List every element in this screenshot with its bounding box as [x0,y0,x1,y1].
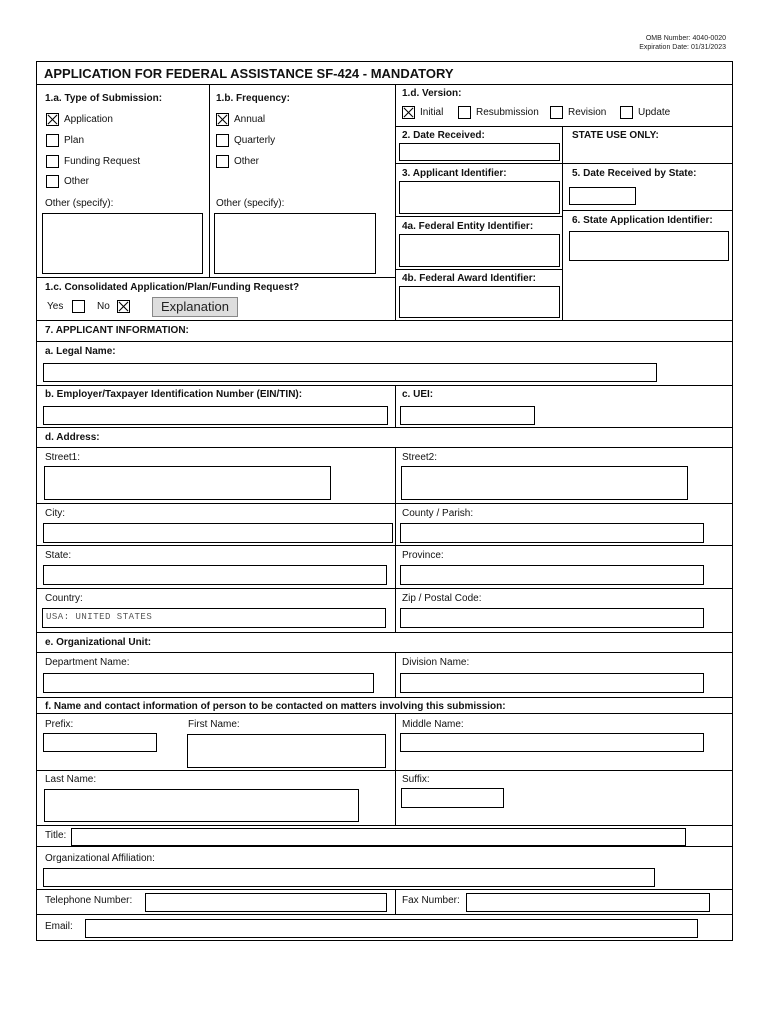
divider [36,632,733,633]
frequency-other-specify-field[interactable] [214,213,376,274]
divider [395,889,396,914]
divider [395,385,396,427]
funding-request-checkbox[interactable] [46,155,59,168]
province-field[interactable] [400,565,704,585]
submission-other-specify-label: Other (specify): [45,198,114,209]
application-checkbox[interactable] [46,113,59,126]
legal-name-field[interactable] [43,363,657,382]
divider [395,713,396,825]
suffix-label: Suffix: [402,774,430,785]
divider [36,588,733,589]
email-label: Email: [45,921,73,932]
organizational-unit-label: e. Organizational Unit: [45,637,152,648]
divider [36,84,733,85]
suffix-field[interactable] [401,788,504,808]
zip-field[interactable] [400,608,704,628]
city-label: City: [45,508,65,519]
department-name-label: Department Name: [45,657,130,668]
street1-label: Street1: [45,452,81,463]
federal-entity-identifier-label: 4a. Federal Entity Identifier: [402,221,534,232]
divider [36,320,733,321]
frequency-label: 1.b. Frequency: [216,93,290,104]
organizational-affiliation-label: Organizational Affiliation: [45,853,155,864]
plan-checkbox[interactable] [46,134,59,147]
divider [395,447,396,632]
applicant-identifier-label: 3. Applicant Identifier: [402,168,507,179]
legal-name-label: a. Legal Name: [45,346,116,357]
divider [36,770,733,771]
division-name-field[interactable] [400,673,704,693]
consolidated-label: 1.c. Consolidated Application/Plan/Funding Request? [45,282,300,293]
version-label: 1.d. Version: [402,88,462,99]
resubmission-label: Resubmission [476,107,539,118]
ein-field[interactable] [43,406,388,425]
city-field[interactable] [43,523,393,543]
submission-other-specify-field[interactable] [42,213,203,274]
state-application-identifier-label: 6. State Application Identifier: [572,215,713,226]
other-frequency-label: Other [234,156,260,167]
initial-checkbox[interactable] [402,106,415,119]
other-frequency-checkbox[interactable] [216,155,229,168]
date-received-field[interactable] [399,143,560,161]
update-label: Update [638,107,671,118]
country-field[interactable]: USA: UNITED STATES [42,608,386,628]
divider [395,269,562,270]
state-field[interactable] [43,565,387,585]
county-label: County / Parish: [402,508,474,519]
state-application-identifier-field[interactable] [569,231,729,261]
date-received-label: 2. Date Received: [402,130,485,141]
resubmission-checkbox[interactable] [458,106,471,119]
revision-checkbox[interactable] [550,106,563,119]
divider [36,503,733,504]
state-label: State: [45,550,72,561]
middle-name-label: Middle Name: [402,719,464,730]
division-name-label: Division Name: [402,657,470,668]
uei-label: c. UEI: [402,389,434,400]
street2-label: Street2: [402,452,438,463]
province-label: Province: [402,550,444,561]
divider [36,889,733,890]
federal-award-identifier-field[interactable] [399,286,560,318]
zip-label: Zip / Postal Code: [402,593,482,604]
form-title: APPLICATION FOR FEDERAL ASSISTANCE SF-424 - MANDATORY [44,66,454,81]
other-submission-label: Other [64,176,90,187]
organizational-affiliation-field[interactable] [43,868,655,887]
annual-label: Annual [234,114,266,125]
department-name-field[interactable] [43,673,374,693]
yes-checkbox[interactable] [72,300,85,313]
divider [36,825,733,826]
divider [36,427,733,428]
fax-field[interactable] [466,893,710,912]
date-received-by-state-field[interactable] [569,187,636,205]
divider [562,126,563,320]
first-name-label: First Name: [188,719,240,730]
quarterly-checkbox[interactable] [216,134,229,147]
divider [36,697,733,698]
divider [395,126,733,127]
funding-request-label: Funding Request [64,156,141,167]
applicant-identifier-field[interactable] [399,181,560,214]
quarterly-label: Quarterly [234,135,276,146]
divider [36,914,733,915]
street2-field[interactable] [401,466,688,500]
ein-label: b. Employer/Taxpayer Identification Number (EIN/TIN): [45,389,303,400]
divider [36,341,733,342]
address-label: d. Address: [45,432,100,443]
divider [36,447,733,448]
first-name-field[interactable] [187,734,386,768]
divider [36,652,733,653]
explanation-button[interactable]: Explanation [152,297,238,317]
divider [36,713,733,714]
title-label: Title: [45,830,67,841]
divider [36,846,733,847]
type-of-submission-label: 1.a. Type of Submission: [45,93,163,104]
last-name-field[interactable] [44,789,359,822]
country-label: Country: [45,593,83,604]
prefix-field[interactable] [43,733,157,752]
initial-label: Initial [420,107,444,118]
prefix-label: Prefix: [45,719,74,730]
divider [562,210,733,211]
telephone-label: Telephone Number: [45,895,133,906]
expiration-date: Expiration Date: 01/31/2023 [639,44,726,51]
application-label: Application [64,114,113,125]
contact-info-label: f. Name and contact information of person to be contacted on matters involving this submission: [45,701,506,712]
yes-label: Yes [47,301,64,312]
email-field[interactable] [85,919,698,938]
omb-number: OMB Number: 4040-0020 [645,35,726,42]
omb-header [560,34,726,52]
frequency-other-specify-label: Other (specify): [216,198,285,209]
update-checkbox[interactable] [620,106,633,119]
applicant-information-label: 7. APPLICANT INFORMATION: [45,325,189,336]
plan-label: Plan [64,135,85,146]
annual-checkbox[interactable] [216,113,229,126]
divider [395,652,396,697]
no-label: No [97,301,110,312]
divider [395,216,562,217]
divider [36,385,733,386]
revision-label: Revision [568,107,607,118]
date-received-by-state-label: 5. Date Received by State: [572,168,697,179]
no-checkbox[interactable] [117,300,130,313]
county-field[interactable] [400,523,704,543]
state-use-only-label: STATE USE ONLY: [572,130,659,141]
divider [36,277,395,278]
divider [209,84,210,277]
other-submission-checkbox[interactable] [46,175,59,188]
divider [395,163,733,164]
uei-field[interactable] [400,406,535,425]
federal-award-identifier-label: 4b. Federal Award Identifier: [402,273,536,284]
title-field[interactable] [71,828,686,846]
street1-field[interactable] [44,466,331,500]
middle-name-field[interactable] [400,733,704,752]
divider [36,545,733,546]
fax-label: Fax Number: [402,895,460,906]
telephone-field[interactable] [145,893,387,912]
divider [395,84,396,320]
federal-entity-identifier-field[interactable] [399,234,560,267]
last-name-label: Last Name: [45,774,97,785]
